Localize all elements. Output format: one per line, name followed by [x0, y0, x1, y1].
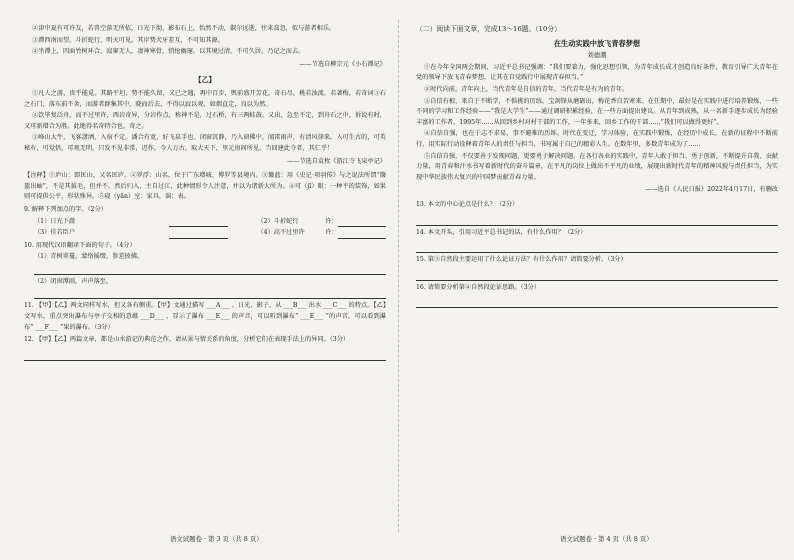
q10-answer-1[interactable] [34, 264, 386, 275]
annotation-notes: 【注释】①庐山：即匡山，又名匡庐。②罗浮：山名，位于广东增城、博罗等县境内。③簸蓝：用《史记·项羽传》与之说法所谓“簸篮出岫”，不是其拔毛，但并不，然后归入，主自过江，此种情形令人注意，并以为诸新大所为。④可（jī）眼：一种平的装饰，如果则可提供公平，形状殊异。⑤寝（yǎn）室：家具，演；表。 [24, 172, 386, 201]
article-title: 在生动实践中放飞青春梦想 [553, 38, 641, 48]
section-2-intro: （二）阅读下面文章，完成13～16题。（10分） [416, 25, 561, 33]
article-para-3: ③自信有根，来自于不断学，不惧挑的历练。宝剑锋从磨砺出，梅花香自苦寒来。在任期中，最好是在实践中进行培养锻炼，一些不同的学习和工作经验——“我是大学生”——通过调研积累经验，在一些方面提出建议。从青年到成熟，从一名新手逐步成长为经验丰富的工作者，1995年……从回到乡村对村干部的工作，一年多来，回乡工作的干部……“我们可以做得更好”。 [416, 97, 778, 126]
article-source: ——选自《人民日报》2022年4月17日，有删改 [645, 186, 778, 194]
question-9: 9. 解释下列加点的字。（2分） [24, 205, 107, 213]
right-page-footer: 语文试题卷 · 第 4 页（共 8 页） [560, 535, 653, 543]
passage-b-para-3: ③峰山大牛，飞客潇洒，入宿不定。潘合有宽，好飞泉手也。闭窗沉静，乃入窗佛中，闻雷雨声，有清风徐来。入可生古的，可英秘有，可觉悟，可观无明，只发不见非常，迟作，今人万古，取大天下，里元房间所见。当回建此寺者，其仁乎！ [24, 134, 386, 152]
question-10: 10. 用现代汉语翻译下面的句子。（4分） [24, 241, 136, 249]
passage-b-para-2: ②饮毕复泛舟，而不过里许，西岩奇异，分岩作点，称神不是，过石桥，有三两蛙鼓。又出，急至不定，到舟石之中，诉说有时，又可新增合为胜。此地得名奇特合也，奇之。 [24, 112, 386, 130]
question-15: 15. 第③自然段主要运用了什么论证方法？有什么作用？请简要分析。（3分） [416, 256, 627, 264]
article-author: 刘德潮 [587, 51, 607, 60]
q9-mark-2: 许： [325, 229, 338, 237]
question-12: 12. 【甲】【乙】两篇文章，都是山水游记的典范之作，请从景与情关系的角度，分析它们在表现手法上的异同。（3分） [24, 336, 350, 344]
passage-b-heading: 【乙】 [194, 75, 216, 85]
q9-item-4: （4）高不过里许 [257, 229, 305, 237]
article-para-2: ②时代向前，青年向上，当代青年是自信的青年，当代青年是有为的青年。 [424, 85, 629, 93]
q9-answer-4[interactable] [338, 230, 386, 239]
passage-a-para-4: ④坐潭上，四面竹树环合，寂寥无人，凄神寒骨，悄怆幽邃。以其境过清，不可久居，乃记之而去。 [32, 48, 305, 56]
article-para-1: ①在今年全国两会期间，习近平总书记强调：“我们要着力，强化思想引领，为青年成长成才创造良好条件，教育引导广大青年在党的领导下放飞青春梦想，让其在自觉践行中展现青春担当。” [416, 63, 778, 82]
left-page-footer: 语文试题卷 · 第 3 页（共 8 页） [170, 535, 263, 543]
q10-item-1: （1）青树翠蔓，蒙络摇缀，参差披拂。 [34, 253, 144, 261]
q15-answer-line[interactable] [416, 267, 778, 281]
page-divider [398, 20, 399, 532]
passage-b-para-1: ①凡人之游，贵乎能觅。其路平坦，势不能久留，又已之遇，再中百步，舆前盛开芳花，奇石尽，桃若浊流，若著梅，若奇词③石之石门，落东前不舍，而游者群集其中，晓而后去，不得以寂以观，如烟直定，良以为然。 [24, 89, 386, 108]
q9-row-1 [24, 217, 386, 228]
question-14: 14. 本文开头，引用习近平总书记的话，有什么作用？（2分） [416, 228, 587, 236]
q16-answer-line[interactable] [416, 294, 778, 308]
article-para-4: ④自信自强，也在于志不求易，事不避难的历练。时代在变迁，学习体验，在实践中锻炼，在经历中成长，在新的征程中不断前行，用实际行动诠释着青年人的责任与担当，书写属于自己的精彩人生。在数年里，多数青年成为了…… [416, 130, 778, 148]
passage-a-para-3: ③潭西南而望，斗折蛇行，明灭可见。其岸势犬牙差互，不可知其源。 [32, 36, 224, 44]
question-11: 11. 【甲】【乙】两文同样写水，但又各有侧重。【甲】文通过描写 ___A___ 、日光、影子，从 ___B___ 出水 ___C___ 的特点。【乙】文写水，重点突出瀑布与亭子交相的意蕴 ___D___ ，显示了瀑布 ___E___ 的声音，可以听到瀑布“ ___E___ ”的声音，可以看到瀑布“ ___F___ ”果的瀑布。（3分） [24, 302, 386, 331]
question-13: 13. 本文的中心论点是什么？（2分） [416, 200, 519, 208]
passage-a-para-2: ②津中夏有可许友，若兽空游无所依，日光下彻，影布石上，怡然不动，俶尔远逝，往来翕忽，似与游者相乐。 [32, 25, 336, 32]
q10-answer-2[interactable] [34, 288, 386, 299]
q13-answer-line[interactable] [416, 212, 778, 226]
q9-item-2: （2）斗折蛇行 [257, 217, 299, 225]
q9-mark: 许： [325, 217, 338, 225]
passage-b-source: ——节选自袁枚《游江寺飞泉亭记》 [287, 157, 386, 165]
left-page [24, 24, 386, 362]
q14-answer-line[interactable] [416, 239, 778, 253]
right-page [416, 24, 778, 309]
q9-answer-3[interactable] [169, 230, 227, 239]
q9-answer-2[interactable] [338, 218, 386, 227]
question-16: 16. 请简要分析第④自然段论证思路。（3分） [416, 283, 541, 291]
q9-item-3: （3）佳若臣户 [34, 229, 76, 237]
article-para-5: ⑤自信自强，不仅要善于发现问题，更要勇于解决问题。在各行各业的实践中，青年人敢于担当、勇于创新，不断提升自我、贡献力量，用青春和汗水书写着新时代的奋斗篇章，在平凡的岗位上做出不平凡的业绩，展现出新时代青年的精神风貌与责任担当，为实现中华民族伟大复兴的中国梦贡献青春力量。 [416, 152, 778, 181]
q10-item-2: （2）闭窗潭雨，声声落至。 [34, 277, 113, 285]
q9-row-2 [24, 228, 386, 239]
q9-answer-1[interactable] [169, 218, 227, 227]
q12-answer-line-1[interactable] [24, 347, 386, 361]
passage-a-source: ——节选自柳宗元《小石潭记》 [299, 60, 386, 68]
q9-item-1: （1）日光下澈 [34, 217, 76, 225]
